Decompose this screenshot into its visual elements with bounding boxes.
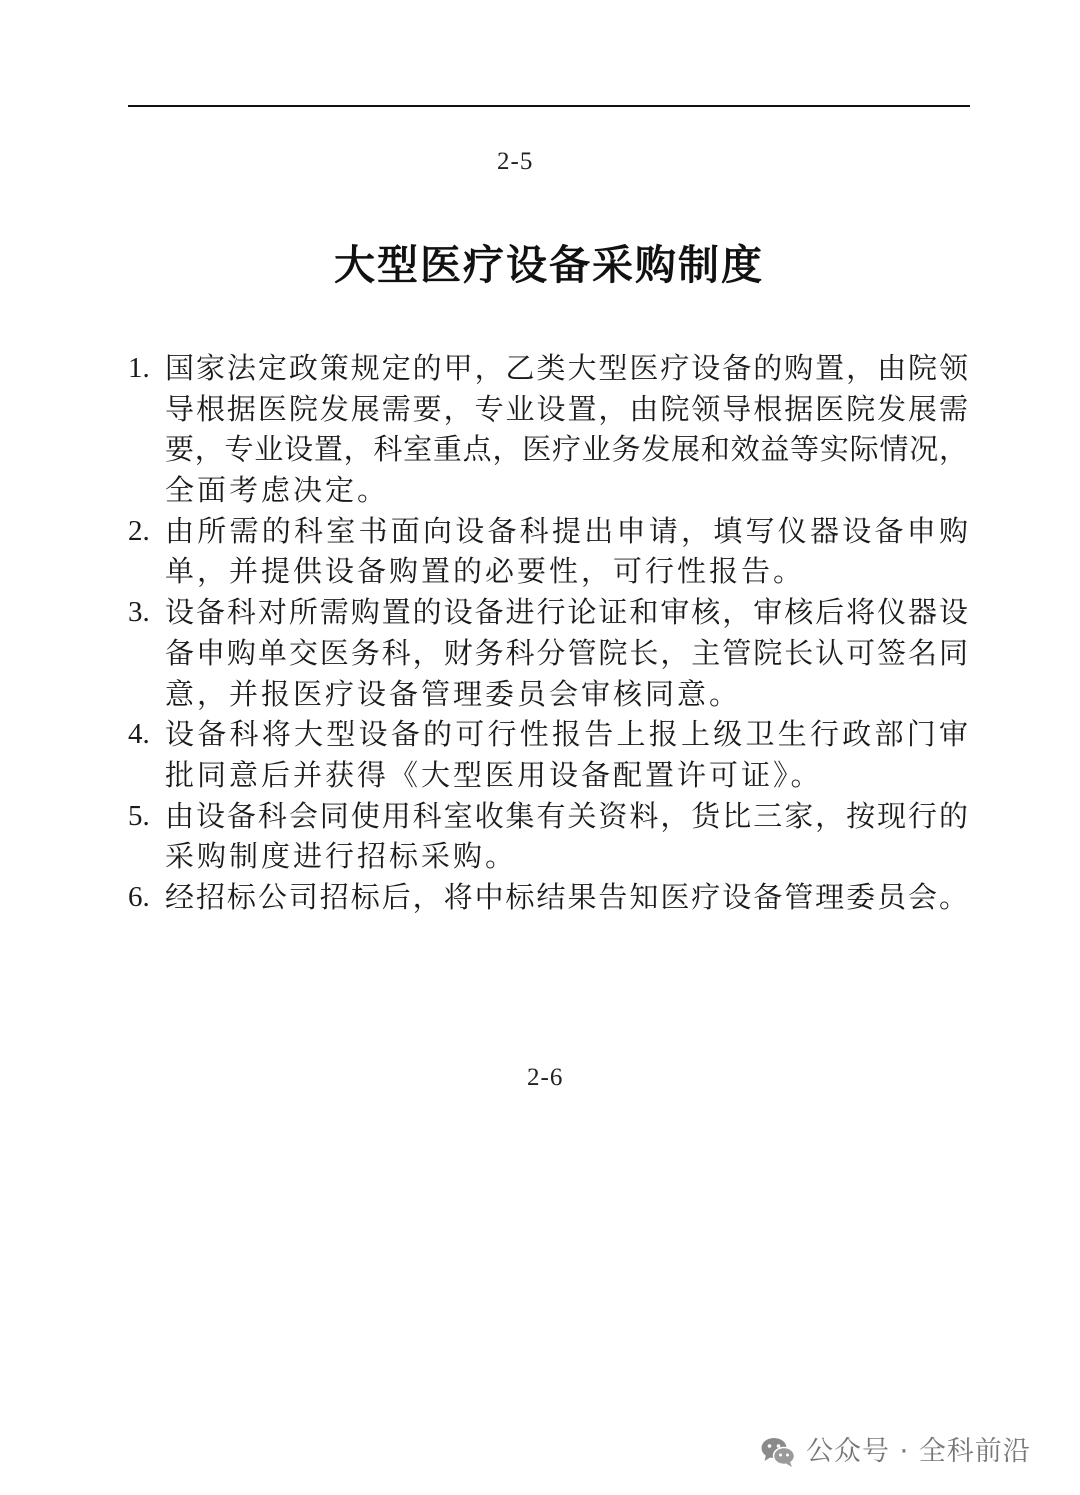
list-item-4 [128,714,970,795]
list-item-6 [128,877,970,918]
item-text [165,348,968,511]
text-line: 设备科对所需购置的设备进行论证和审核，审核后将仪器设 [165,595,968,630]
text-line: 由所需的科室书面向设备科提出申请，填写仪器设备申购 [165,513,968,548]
item-text [165,877,968,918]
text-line: 由设备科会同使用科室收集有关资料，货比三家，按现行的 [165,798,968,833]
text-line: 要，专业设置，科室重点，医疗业务发展和效益等实际情况， [165,432,968,467]
item-number: 2. [128,514,150,547]
watermark-text: 公众号 · 全科前沿 [806,1436,1031,1467]
procurement-rules-list [128,348,970,918]
document-title: 大型医疗设备采购制度 [334,241,764,289]
item-text [165,714,968,795]
list-item-5 [128,796,970,877]
item-number: 5. [128,799,150,832]
text-line: 国家法定政策规定的甲，乙类大型医疗设备的购置，由院领 [165,351,968,385]
list-item-3 [128,592,970,714]
list-item-1 [128,348,970,511]
page-number-top: 2-5 [497,148,534,175]
text-line: 全面考虑决定。 [165,473,390,508]
text-line: 经招标公司招标后，将中标结果告知医疗设备管理委员会。 [165,879,968,914]
header-rule [128,105,970,107]
page-number-bottom: 2-6 [527,1064,564,1091]
item-number: 4. [128,718,150,751]
text-line: 导根据医院发展需要，专业设置，由院领导根据医院发展需 [165,391,968,426]
text-line: 备申购单交医务科，财务科分管院长，主管院长认可签名同 [165,635,968,670]
text-line: 批同意后并获得《大型医用设备配置许可证》。 [165,757,823,792]
item-number: 1. [128,352,150,384]
item-number: 6. [128,880,150,913]
item-text [165,511,968,592]
item-text [165,592,968,714]
item-text [165,796,968,877]
wechat-icon [760,1436,796,1468]
item-number: 3. [128,596,150,629]
watermark [760,1434,1031,1470]
text-line: 采购制度进行招标采购。 [165,839,518,874]
list-item-2 [128,511,970,592]
text-line: 单，并提供设备购置的必要性，可行性报告。 [165,554,806,589]
text-line: 意，并报医疗设备管理委员会审核同意。 [165,676,742,711]
text-line: 设备科将大型设备的可行性报告上报上级卫生行政部门审 [165,717,968,752]
